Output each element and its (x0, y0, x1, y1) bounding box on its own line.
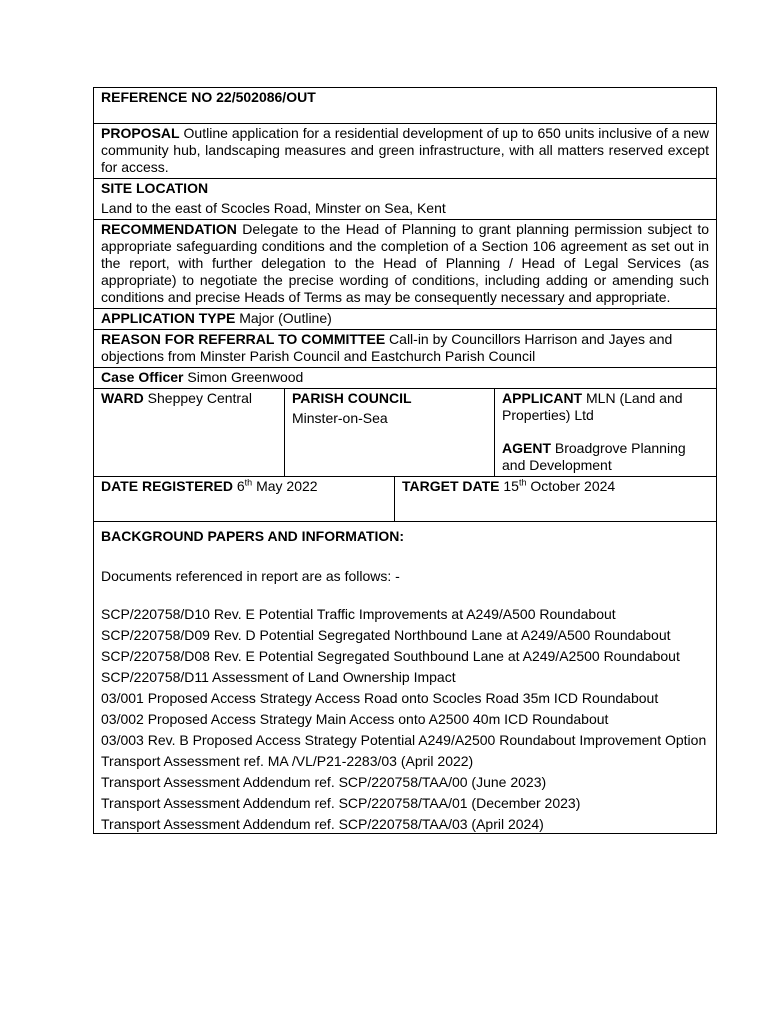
document-item: SCP/220758/D11 Assessment of Land Ownership Impact (101, 669, 456, 685)
applicant-label: APPLICANT (502, 390, 583, 406)
applicant-agent-cell (495, 389, 716, 476)
document-item: 03/001 Proposed Access Strategy Access Road onto Scocles Road 35m ICD Roundabout (101, 690, 659, 706)
case-officer-text: Simon Greenwood (187, 369, 304, 385)
date-registered-cell (94, 477, 395, 521)
referral-row (94, 330, 716, 368)
application-type-row (94, 309, 716, 330)
referral-label: REASON FOR REFERRAL TO COMMITTEE (101, 331, 386, 347)
date-registered-value: 6th May 2022 (236, 477, 318, 494)
applicant-text: MLN (Land and Properties) Ltd (502, 390, 683, 423)
recommendation-text: Delegate to the Head of Planning to grant planning permission subject to appropriate safeguarding conditions and the completion of a Section 106 agreement as set out in the report, with further delegation to the Head of Planning / Head of Legal Services (as appropriate) to negotiate the precise wording of conditions, including adding or amending such conditions and precise Heads of Terms as may be consequently necessary and appropriate. (101, 221, 709, 305)
recommendation-label: RECOMMENDATION (101, 221, 237, 237)
document-item: Transport Assessment ref. MA /VL/P21-2283/03 (April 2022) (101, 753, 474, 769)
ward-text: Sheppey Central (147, 390, 252, 406)
document-item: Transport Assessment Addendum ref. SCP/220758/TAA/03 (April 2024) (101, 816, 544, 832)
date-registered-label: DATE REGISTERED (101, 478, 233, 494)
case-officer-label: Case Officer (101, 369, 184, 385)
agent-text: Broadgrove Planning and Development (502, 440, 686, 473)
background-heading: BACKGROUND PAPERS AND INFORMATION: (101, 528, 405, 544)
document-item: 03/003 Rev. B Proposed Access Strategy Potential A249/A2500 Roundabout Improvement Option (101, 732, 707, 748)
ward-cell (94, 389, 285, 476)
document-item: Transport Assessment Addendum ref. SCP/220758/TAA/01 (December 2023) (101, 795, 581, 811)
referral-text: Call-in by Councillors Harrison and Jayes and objections from Minster Parish Council and Eastchurch Parish Council (101, 331, 673, 364)
document-item: SCP/220758/D08 Rev. E Potential Segregated Southbound Lane at A249/A2500 Roundabout (101, 648, 680, 664)
recommendation-row (94, 220, 716, 309)
site-location-row (94, 179, 716, 220)
dates-row (94, 477, 716, 522)
background-intro: Documents referenced in report are as follows: - (101, 568, 400, 584)
application-type-text: Major (Outline) (239, 310, 332, 326)
target-date-label: TARGET DATE (402, 478, 500, 494)
parish-cell (285, 389, 495, 476)
target-date-value: 15th October 2024 (503, 477, 616, 494)
reference-value: 22/502086/OUT (216, 89, 316, 105)
document-item: SCP/220758/D10 Rev. E Potential Traffic Improvements at A249/A500 Roundabout (101, 606, 616, 622)
background-section (94, 522, 716, 833)
proposal-label: PROPOSAL (101, 125, 180, 141)
proposal-row (94, 124, 716, 179)
ward-parish-applicant-row (94, 389, 716, 477)
site-location-text: Land to the east of Scocles Road, Minster on Sea, Kent (101, 200, 446, 216)
document-item: 03/002 Proposed Access Strategy Main Access onto A2500 40m ICD Roundabout (101, 711, 609, 727)
target-date-cell (395, 477, 716, 521)
parish-label: PARISH COUNCIL (292, 390, 412, 406)
ward-label: WARD (101, 390, 144, 406)
case-officer-row (94, 368, 716, 389)
site-location-label: SITE LOCATION (101, 180, 209, 196)
proposal-text: Outline application for a residential development of up to 650 units inclusive of a new community hub, landscaping measures and green infrastructure, with all matters reserved except for access. (101, 125, 710, 175)
application-type-label: APPLICATION TYPE (101, 310, 236, 326)
planning-report-table (93, 87, 717, 834)
parish-text: Minster-on-Sea (292, 410, 388, 426)
document-item: Transport Assessment Addendum ref. SCP/220758/TAA/00 (June 2023) (101, 774, 547, 790)
agent-label: AGENT (502, 440, 551, 456)
document-list (101, 606, 709, 833)
document-item: SCP/220758/D09 Rev. D Potential Segregated Northbound Lane at A249/A500 Roundabout (101, 627, 671, 643)
reference-label: REFERENCE NO (101, 89, 213, 105)
reference-row (94, 88, 716, 124)
